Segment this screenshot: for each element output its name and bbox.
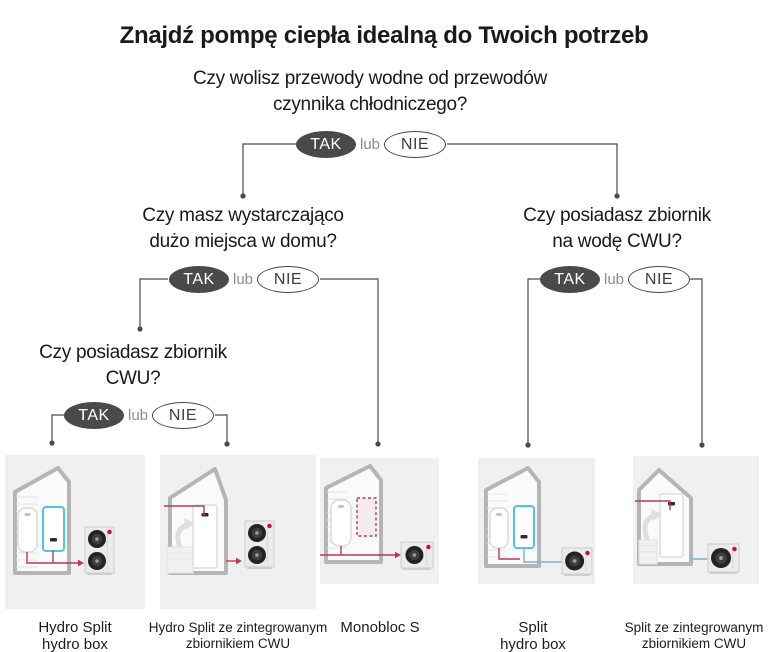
product-illustration-hydro-split-hydro-box <box>5 455 145 609</box>
q2-right-or-label: lub <box>603 271 625 288</box>
no-indoor-unit-area <box>357 498 376 536</box>
product-illustration-split-integrated <box>633 456 759 584</box>
choice-q1 <box>296 131 446 158</box>
hydro-box-unit <box>43 507 64 551</box>
q1-yes-button[interactable]: TAK <box>296 131 356 158</box>
fan-icon <box>88 552 106 570</box>
product-card-monobloc-s[interactable] <box>320 458 439 584</box>
q1-or-label: lub <box>359 136 381 153</box>
question-dhw-water-tank: Czy posiadasz zbiornik na wodę CWU? <box>523 205 711 252</box>
q3-or-label: lub <box>127 407 149 424</box>
product-card-split-integrated[interactable] <box>633 456 759 584</box>
q2-right-no-button[interactable]: NIE <box>628 266 690 293</box>
product-label-split-integrated: Split ze zintegrowanym zbiornikiem CWU <box>624 620 764 651</box>
fan-icon <box>405 546 423 564</box>
question-dhw-tank: Czy posiadasz zbiornik CWU? <box>39 342 227 389</box>
lg-logo-dot <box>585 551 589 555</box>
fan-icon <box>248 546 266 564</box>
product-label-monobloc-s: Monobloc S <box>340 619 420 636</box>
fan-icon <box>248 524 266 542</box>
choice-q2-left <box>169 266 319 293</box>
lg-logo-dot <box>732 547 736 551</box>
product-card-hydro-split-integrated[interactable] <box>160 455 316 609</box>
product-card-split-hydro-box[interactable] <box>478 458 595 584</box>
product-label-hydro-split-integrated: Hydro Split ze zintegrowanym zbiornikiem CWU <box>148 620 328 651</box>
page-title: Znajdź pompę ciepła idealną do Twoich potrzeb <box>119 22 649 50</box>
q3-yes-button[interactable]: TAK <box>64 402 124 429</box>
fan-icon <box>88 530 106 548</box>
product-illustration-monobloc-s <box>320 458 439 584</box>
lg-logo-dot <box>267 524 271 528</box>
product-illustration-hydro-split-integrated <box>160 455 316 609</box>
q1-no-button[interactable]: NIE <box>384 131 446 158</box>
hydro-box-unit <box>514 506 534 548</box>
question-water-vs-refrigerant: Czy wolisz przewody wodne od przewodów czynnika chłodniczego? <box>193 68 547 115</box>
product-card-hydro-split-hydro-box[interactable] <box>5 455 145 609</box>
choice-q2-right <box>540 266 690 293</box>
lg-logo-dot <box>107 530 111 534</box>
q3-no-button[interactable]: NIE <box>152 402 214 429</box>
q2-right-yes-button[interactable]: TAK <box>540 266 600 293</box>
product-label-hydro-split-hydro-box: Hydro Split hydro box <box>38 619 112 652</box>
question-enough-space: Czy masz wystarczająco dużo miejsca w domu? <box>142 205 344 252</box>
q2-left-yes-button[interactable]: TAK <box>169 266 229 293</box>
product-label-split-hydro-box: Split hydro box <box>500 619 566 652</box>
fan-icon <box>711 548 731 568</box>
q2-left-no-button[interactable]: NIE <box>257 266 319 293</box>
fan-icon <box>565 552 584 571</box>
choice-q3 <box>64 402 214 429</box>
product-illustration-split-hydro-box <box>478 458 595 584</box>
lg-logo-dot <box>426 545 430 549</box>
q2-left-or-label: lub <box>232 271 254 288</box>
